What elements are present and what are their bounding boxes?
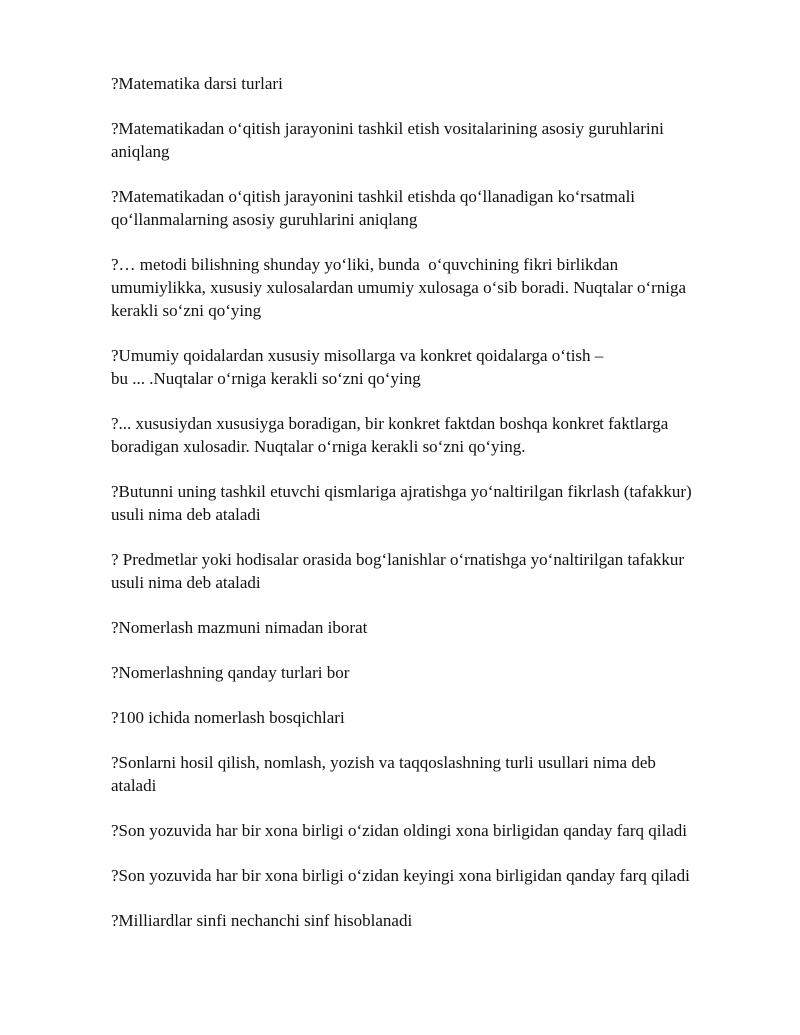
question-item: ?Milliardlar sinfi nechanchi sinf hisoblanadi [111, 911, 413, 930]
question-item: ?Son yozuvida har bir xona birligi o‘zidan oldingi xona birligidan qanday farq qiladi [111, 821, 687, 840]
question-item: ?100 ichida nomerlash bosqichlari [111, 708, 345, 727]
question-item: ?Sonlarni hosil qilish, nomlash, yozish va taqqoslashning turli usullari nima deb ataladi [111, 753, 656, 795]
question-item: ?… metodi bilishning shunday yo‘liki, bunda o‘quvchining fikri birlikdan umumiylikka, xususiy xulosalardan umumiy xulosaga o‘sib boradi. Nuqtalar o‘rniga kerakli so‘zni qo‘ying [111, 255, 687, 320]
question-item: ?Nomerlash mazmuni nimadan iborat [111, 618, 368, 637]
question-item: ?Nomerlashning qanday turlari bor [111, 663, 350, 682]
question-item: ? Predmetlar yoki hodisalar orasida bog‘lanishlar o‘rnatishga yo‘naltirilgan tafakkur usuli nima deb ataladi [111, 550, 685, 592]
question-item: ?Matematikadan o‘qitish jarayonini tashkil etish vositalarining asosiy guruhlarini aniqlang [111, 119, 664, 161]
question-item: ?Umumiy qoidalardan xususiy misollarga va konkret qoidalarga o‘tish – bu ... .Nuqtalar o‘rniga kerakli so‘zni qo‘ying [111, 346, 604, 388]
question-list [111, 72, 751, 954]
question-item: ?Matematikadan o‘qitish jarayonini tashkil etishda qo‘llanadigan ko‘rsatmali qo‘llanmalarning asosiy guruhlarini aniqlang [111, 187, 636, 229]
question-item: ?Butunni uning tashkil etuvchi qismlariga ajratishga yo‘naltirilgan fikrlash (tafakkur) usuli nima deb ataladi [111, 482, 692, 524]
question-item: ?Matematika darsi turlari [111, 74, 283, 93]
question-item: ?Son yozuvida har bir xona birligi o‘zidan keyingi xona birligidan qanday farq qiladi [111, 866, 690, 885]
question-item: ?... xususiydan xususiyga boradigan, bir konkret faktdan boshqa konkret faktlarga boradigan xulosadir. Nuqtalar o‘rniga kerakli so‘zni qo‘ying. [111, 414, 669, 456]
